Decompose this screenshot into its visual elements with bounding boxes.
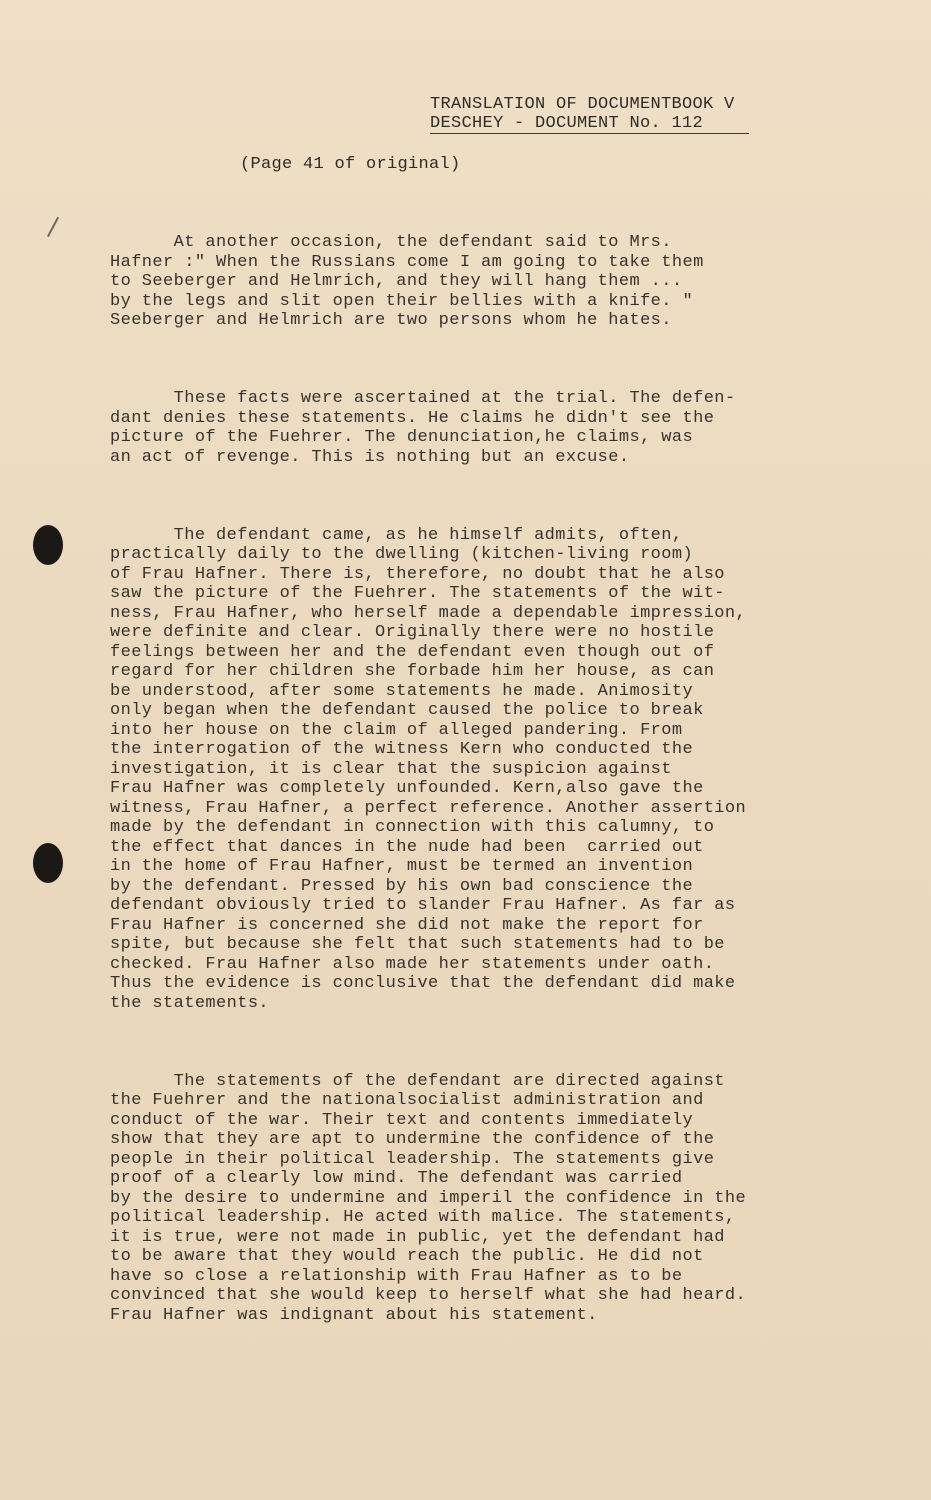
header-title: TRANSLATION OF DOCUMENTBOOK V	[430, 95, 735, 114]
binder-hole-bottom	[33, 843, 63, 883]
binder-hole-top	[33, 525, 63, 565]
document-body	[110, 194, 830, 1384]
paragraph-3: The defendant came, as he himself admits, often, practically daily to the dwelling (kitchen-living room) of Frau Hafner. There is, therefore, no doubt that he also saw the picture of the Fuehrer. The statements of the wit- ness, Frau Hafner, who herself made a dependable impression, were definite and clear. Originally there were no hostile feelings between her and the defendant even though out of regard for her children she forbade him her house, as can be understood, after some statements he made. Animosity only began when the defendant caused the police to break into her house on the claim of alleged pandering. From the interrogation of the witness Kern who conducted the investigation, it is clear that the suspicion against Frau Hafner was completely unfounded. Kern,also gave the witness, Frau Hafner, a perfect reference. Another assertion made by the defendant in connection with this calumny, to the effect that dances in the nude had been carried out in the home of Frau Hafner, must be termed an invention by the defendant. Pressed by his own bad conscience the defendant obviously tried to slander Frau Hafner. As far as Frau Hafner is concerned she did not make the report for spite, but because she felt that such statements had to be checked. Frau Hafner also made her statements under oath. Thus the evidence is conclusive that the defendant did make the statements.	[110, 525, 747, 1013]
page-reference: (Page 41 of original)	[240, 155, 461, 174]
paragraph-4: The statements of the defendant are directed against the Fuehrer and the nationalsocialist administration and conduct of the war. Their text and contents immediately show that they are apt to undermine the confidence of the people in their political leadership. The statements give proof of a clearly low mind. The defendant was carried by the desire to undermine and imperil the confidence in the political leadership. He acted with malice. The statements, it is true, were not made in public, yet the defendant had to be aware that they would reach the public. He did not have so close a relationship with Frau Hafner as to be convinced that she would keep to herself what she had heard. Frau Hafner was indignant about his statement.	[110, 1071, 747, 1325]
header-document-number: DESCHEY - DOCUMENT No. 112	[430, 114, 749, 134]
paragraph-2: These facts were ascertained at the trial. The defen- dant denies these statements. He claims he didn't see the picture of the Fuehrer. The denunciation,he claims, was an act of revenge. This is nothing but an excuse.	[110, 389, 736, 467]
document-header	[430, 95, 749, 134]
paragraph-1: At another occasion, the defendant said to Mrs. Hafner :" When the Russians come I am going to take them to Seeberger and Helmrich, and they will hang them ... by the legs and slit open their bellies with a knife. " Seeberger and Helmrich are two persons whom he hates.	[110, 233, 704, 330]
margin-mark	[47, 217, 59, 237]
